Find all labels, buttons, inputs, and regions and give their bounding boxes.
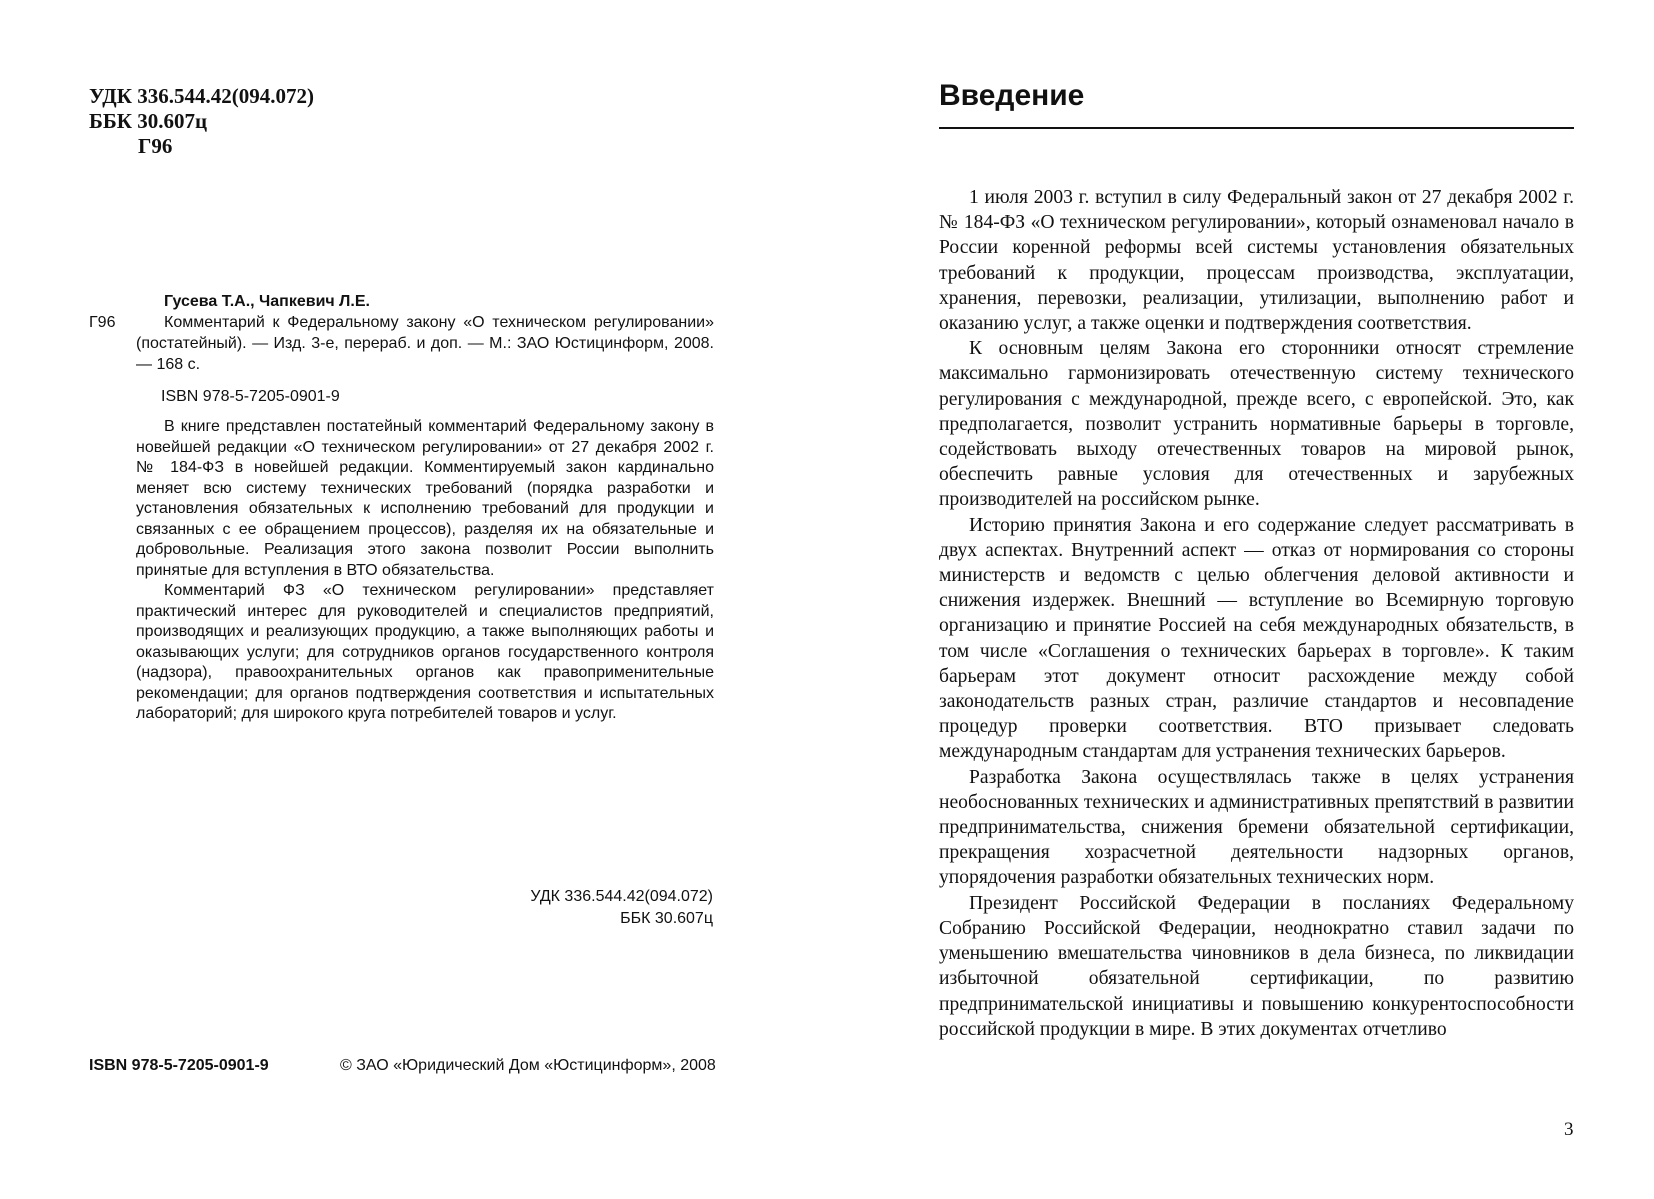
classification-footer — [530, 886, 713, 930]
body-paragraph: К основным целям Закона его сторонники относят стремление максимально гармонизировать отечественную систему технического регулирования с международной, прежде всего, с европейской. Это, как предполагается, позволит устранить нормативные барьеры в торговле, содействовать выходу отечественных товаров на мировой рынок, обеспечить равные условия для отечественных и зарубежных производителей на российском рынке. — [939, 338, 1574, 511]
isbn-line: ISBN 978-5-7205-0901-9 — [161, 388, 340, 405]
body-paragraph: Президент Российской Федерации в посланиях Федеральному Собранию Российской Федерации, неоднократно ставил задачи по уменьшению вмешательства чиновников в дела бизнеса, по ликвидации избыточной обязательной сертификации, по развитию предпринимательской инициативы и повышению конкурентоспособности российской продукции в мире. В этих документах отчетливо — [939, 892, 1574, 1040]
body-paragraph: Разработка Закона осуществлялась также в целях устранения необоснованных технических и административных препятствий в развитии предпринимательства, снижения бремени обязательной сертификации, прекращения хозрасчетной деятельности надзорных органов, упорядочения разработки обязательных технических норм. — [939, 766, 1574, 889]
index-mark: Г96 — [89, 314, 116, 331]
body-paragraph: Историю принятия Закона и его содержание следует рассматривать в двух аспектах. Внутренний аспект — отказ от нормирования со стороны министерств и ведомств с целью облегчения деловой активности и снижения издержек. Внешний — вступление во Всемирную торговую организацию и принятие Россией на себя международных обязательств, в том числе «Соглашения о технических барьерах в торговле». К таким барьерам этот документ относит расхождение между собой законодательств разных стран, различие стандартов и несовпадение процедур проверки соответствия. ВТО призывает следовать международным стандартам для устранения технических барьеров. — [939, 514, 1574, 763]
book-description: Комментарий к Федеральному закону «О техническом регулировании» (постатейный). — Изд. 3-е, перераб. и доп. — М.: ЗАО Юстицинформ, 2008. — 168 с. — [136, 314, 714, 373]
udk-footer: УДК 336.544.42(094.072) — [530, 888, 713, 905]
body-paragraph: 1 июля 2003 г. вступил в силу Федеральный закон от 27 декабря 2002 г. № 184-ФЗ «О техническом регулировании», который ознаменовал начало в России коренной реформы всей системы установления обязательных требований к продукции, процессам производства, эксплуатации, хранения, перевозки, реализации, утилизации, выполнению работ и оказанию услуг, а также оценки и подтверждения соответствия. — [939, 187, 1574, 335]
authors: Гусева Т.А., Чапкевич Л.Е. — [164, 293, 370, 310]
udk-header: УДК 336.544.42(094.072) — [89, 84, 314, 108]
bbk-footer: ББК 30.607ц — [620, 910, 713, 927]
bbk-header: ББК 30.607ц — [89, 109, 208, 133]
chapter-title: Введение — [939, 79, 1085, 112]
abstract-paragraph: В книге представлен постатейный комментарий Федеральному закону в новейшей редакции «О техническом регулировании» от 27 декабря 2002 г. № 184-ФЗ в новейшей редакции. Комментируемый закон кардинально меняет всю систему технических требований (порядка разработки и установления обязательных к исполнению требований для продукции и связанных с ее обращением процессов), разделяя их на обязательные и добровольные. Реализация этого закона позволит России выполнить принятые для вступления в ВТО обязательства. — [136, 418, 714, 579]
copyright: © ЗАО «Юридический Дом «Юстицинформ», 2008 — [340, 1057, 716, 1074]
title-rule — [939, 127, 1574, 129]
body-text — [939, 185, 1574, 1042]
author-mark: Г96 — [138, 134, 173, 158]
page-number: 3 — [1564, 1119, 1574, 1140]
right-page — [827, 0, 1654, 1199]
imprint-footer — [89, 1057, 716, 1075]
isbn-footer: ISBN 978-5-7205-0901-9 — [89, 1057, 269, 1074]
classification-header — [89, 84, 314, 159]
bibliographic-record — [89, 291, 714, 725]
abstract-paragraph: Комментарий ФЗ «О техническом регулировании» представляет практический интерес для руководителей и специалистов предприятий, производящих и реализующих продукцию, а также выполняющих работы и оказывающих услуги; для сотрудников органов государственного контроля (надзора), правоохранительных органов как правоприменительные рекомендации; для органов подтверждения соответствия и испытательных лабораторий; для широкого круга потребителей товаров и услуг. — [136, 582, 714, 722]
abstract — [136, 417, 714, 725]
